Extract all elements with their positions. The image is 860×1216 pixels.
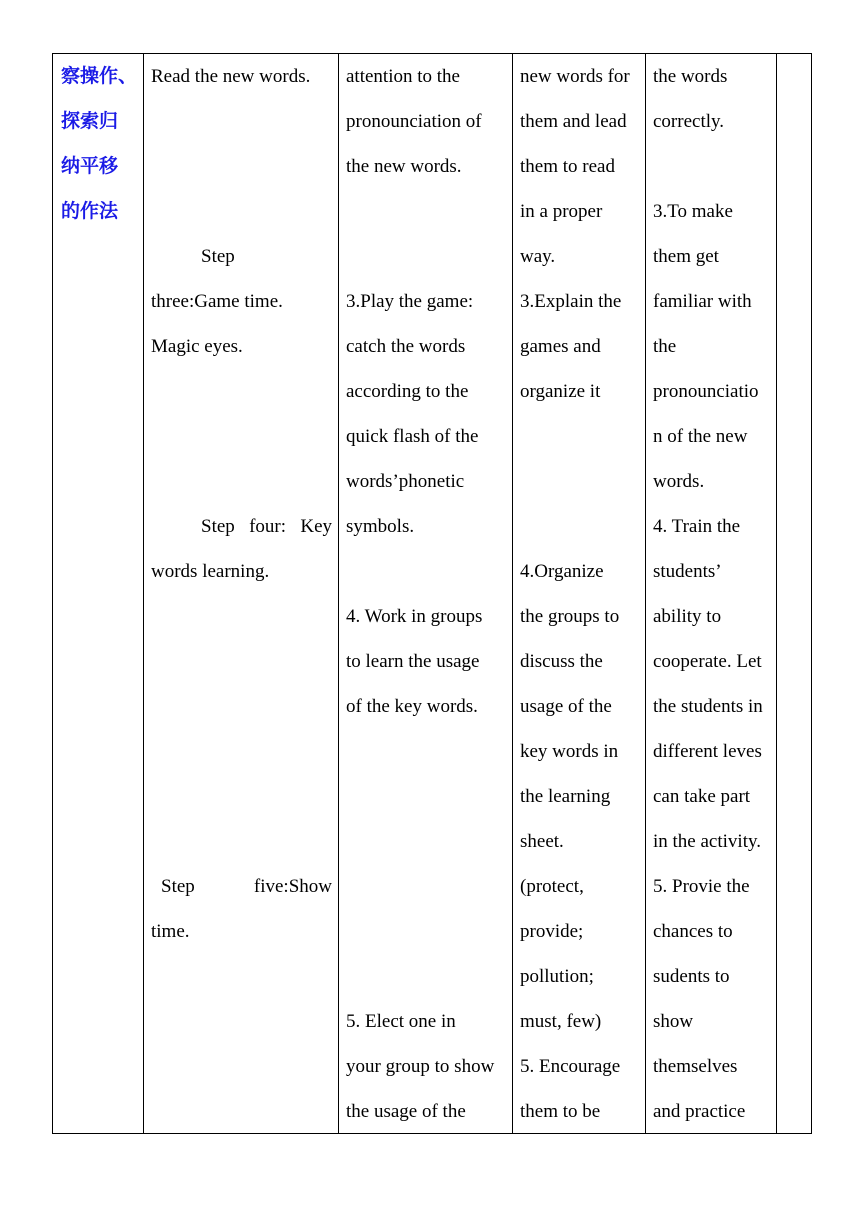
cell-text-line: themselves bbox=[653, 1056, 738, 1077]
column-notes bbox=[784, 54, 811, 1133]
column-purpose bbox=[653, 54, 774, 1133]
column-divider bbox=[512, 54, 513, 1133]
cell-text-line: three:Game time. bbox=[151, 291, 283, 312]
cell-text-line: provide; bbox=[520, 921, 584, 942]
cell-text-line: can take part bbox=[653, 786, 751, 807]
cell-text-word: Step bbox=[201, 516, 235, 537]
cell-text-line: in the activity. bbox=[653, 831, 761, 852]
cell-text-line: 的作法 bbox=[61, 200, 119, 222]
cell-text-line: quick flash of the bbox=[346, 426, 479, 447]
cell-text-line: attention to the bbox=[346, 66, 460, 87]
cell-text-line: 4.Organize bbox=[520, 561, 604, 582]
column-divider bbox=[338, 54, 339, 1133]
cell-text-line: words learning. bbox=[151, 561, 270, 582]
cell-text-line: 3.To make bbox=[653, 201, 733, 222]
cell-text-line: the learning bbox=[520, 786, 611, 807]
cell-text-word: five:Show bbox=[253, 876, 332, 897]
cell-text-line: Step bbox=[201, 246, 235, 267]
cell-text-line: Magic eyes. bbox=[151, 336, 243, 357]
column-divider bbox=[776, 54, 777, 1133]
cell-text-line: according to the bbox=[346, 381, 469, 402]
cell-text-line: pollution; bbox=[520, 966, 594, 987]
cell-text-line: the groups to bbox=[520, 606, 620, 627]
cell-text-line: 5. Encourage bbox=[520, 1056, 621, 1077]
cell-text-line: 3.Play the game: bbox=[346, 291, 474, 312]
cell-text-line: of the key words. bbox=[346, 696, 478, 717]
cell-text-line: usage of the bbox=[520, 696, 612, 717]
cell-text-word: Step bbox=[161, 876, 195, 897]
cell-text-line: (protect, bbox=[520, 876, 584, 897]
cell-text-line: to learn the usage bbox=[346, 651, 480, 672]
cell-text-line: 5. Elect one in bbox=[346, 1011, 456, 1032]
cell-text-line: games and bbox=[520, 336, 601, 357]
cell-text-line: 4. Work in groups bbox=[346, 606, 483, 627]
cell-text-line: the words bbox=[653, 66, 728, 87]
cell-text-line: pronounciatio bbox=[653, 381, 759, 402]
cell-text-line: chances to bbox=[653, 921, 733, 942]
cell-text-line: words’phonetic bbox=[346, 471, 465, 492]
cell-text-line: 5. Provie the bbox=[653, 876, 750, 897]
cell-text-line: discuss the bbox=[520, 651, 603, 672]
cell-text-line: way. bbox=[520, 246, 556, 267]
cell-text-word: Key bbox=[300, 516, 332, 537]
cell-text-line: key words in bbox=[520, 741, 619, 762]
cell-text-line: new words for bbox=[520, 66, 630, 87]
cell-text-line: different leves bbox=[653, 741, 762, 762]
cell-text-line bbox=[151, 504, 332, 549]
column-objectives bbox=[61, 54, 141, 1133]
cell-text-line: the new words. bbox=[346, 156, 462, 177]
cell-text-line: and practice bbox=[653, 1101, 746, 1122]
column-student-activities bbox=[346, 54, 508, 1133]
cell-text-line: ability to bbox=[653, 606, 722, 627]
cell-text-word: four: bbox=[249, 516, 287, 537]
cell-text-line: sudents to bbox=[653, 966, 730, 987]
cell-text-line: symbols. bbox=[346, 516, 415, 537]
cell-text-line: 探索归 bbox=[61, 110, 119, 132]
column-divider bbox=[143, 54, 144, 1133]
cell-text-line: n of the new bbox=[653, 426, 748, 447]
column-divider bbox=[645, 54, 646, 1133]
cell-text-line: 察操作、 bbox=[61, 65, 138, 87]
cell-text-line: pronounciation of bbox=[346, 111, 482, 132]
cell-text-line: 纳平移 bbox=[61, 155, 119, 177]
lesson-plan-table bbox=[52, 53, 812, 1134]
cell-text-line: 3.Explain the bbox=[520, 291, 622, 312]
column-teacher-activities bbox=[520, 54, 641, 1133]
cell-text-line: familiar with bbox=[653, 291, 752, 312]
cell-text-line: words. bbox=[653, 471, 705, 492]
cell-text-line: sheet. bbox=[520, 831, 564, 852]
cell-text-line: the usage of the bbox=[346, 1101, 466, 1122]
cell-text-line: correctly. bbox=[653, 111, 725, 132]
cell-text-line bbox=[151, 864, 332, 909]
cell-text-line: your group to show bbox=[346, 1056, 495, 1077]
cell-text-line: cooperate. Let bbox=[653, 651, 762, 672]
cell-text-line: the bbox=[653, 336, 677, 357]
cell-text-line: must, few) bbox=[520, 1011, 602, 1032]
cell-text-line: time. bbox=[151, 921, 190, 942]
cell-text-line: them get bbox=[653, 246, 719, 267]
cell-text-line: catch the words bbox=[346, 336, 466, 357]
cell-text-line: students’ bbox=[653, 561, 722, 582]
cell-text-line: them and lead bbox=[520, 111, 627, 132]
cell-text-line: organize it bbox=[520, 381, 601, 402]
cell-text-line: 4. Train the bbox=[653, 516, 741, 537]
cell-text-line: them to be bbox=[520, 1101, 601, 1122]
cell-text-line: them to read bbox=[520, 156, 615, 177]
cell-text-line: in a proper bbox=[520, 201, 603, 222]
cell-text-line: Read the new words. bbox=[151, 66, 311, 87]
cell-text-line: the students in bbox=[653, 696, 763, 717]
column-steps bbox=[151, 54, 332, 1133]
cell-text-line: show bbox=[653, 1011, 694, 1032]
